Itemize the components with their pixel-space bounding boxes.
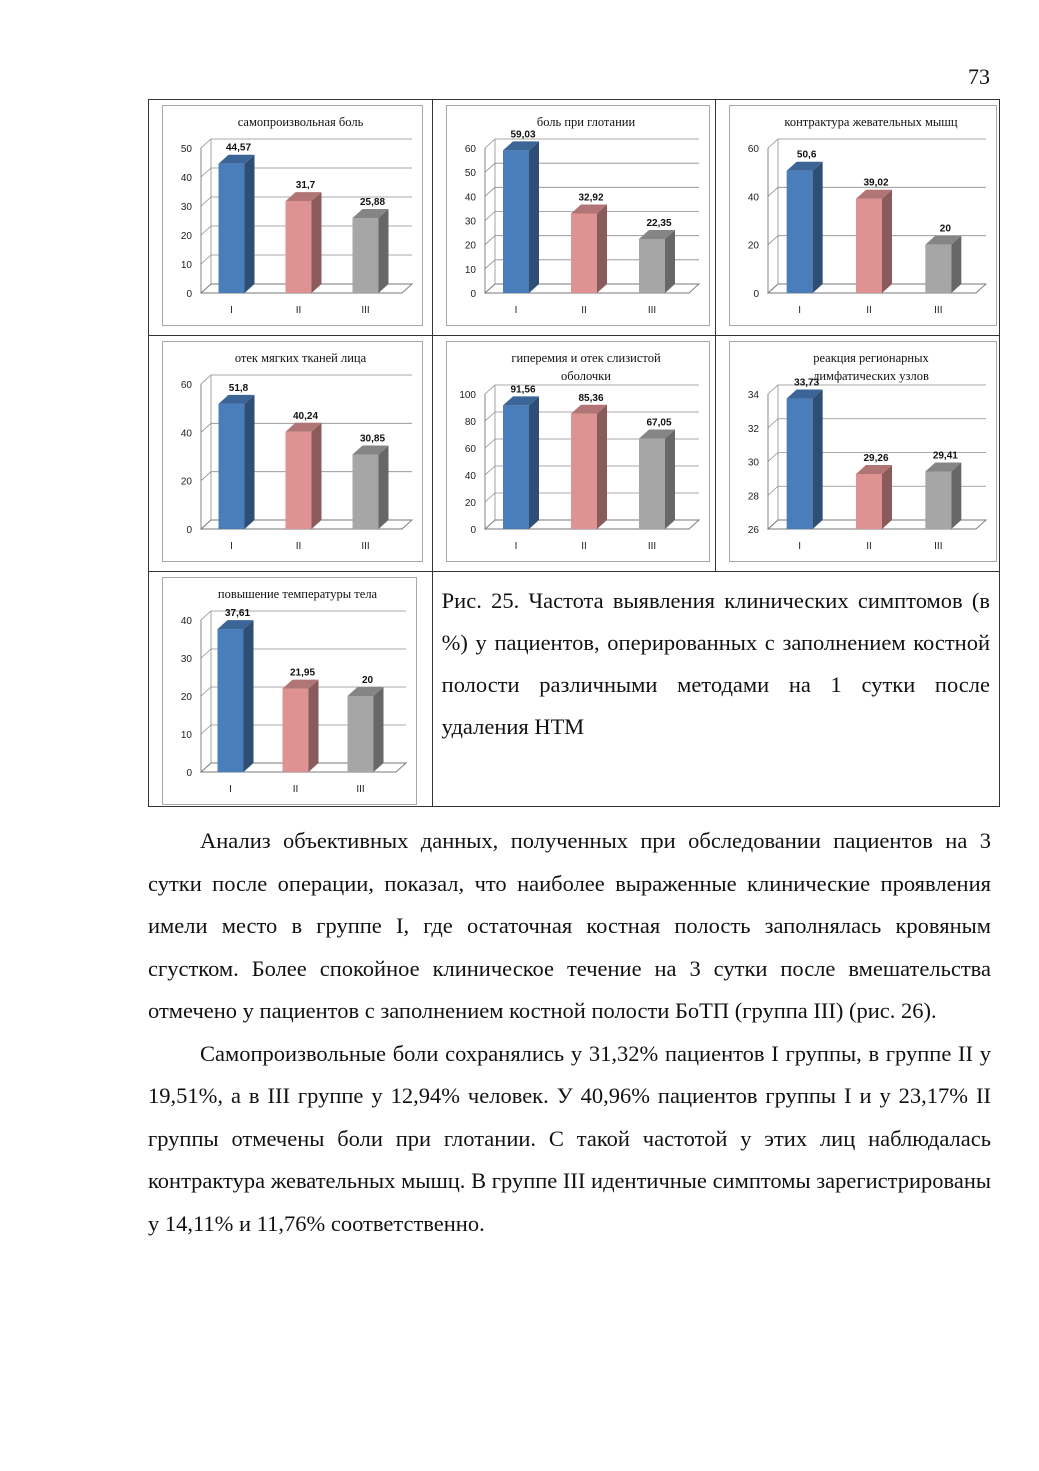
chart-svg <box>730 106 996 325</box>
bar-side <box>379 209 389 293</box>
data-label: 44,57 <box>225 142 252 154</box>
data-label: 29,41 <box>933 450 959 462</box>
data-label: 22,35 <box>646 217 672 229</box>
y-tick-label: 28 <box>748 491 760 503</box>
gridline-depth <box>201 725 211 734</box>
chart-svg <box>163 578 416 804</box>
bar-side <box>529 396 539 529</box>
chart-title <box>235 351 367 365</box>
bar <box>353 218 379 293</box>
bar-side <box>665 429 675 529</box>
gridline-depth <box>485 260 495 269</box>
y-tick-label: 10 <box>180 260 192 271</box>
data-label: 91,56 <box>510 384 536 396</box>
chart-title <box>813 351 929 383</box>
gridline-depth <box>201 139 211 148</box>
bar-side <box>312 423 322 529</box>
x-tick-label: I <box>229 784 232 795</box>
figure-table <box>148 99 1000 807</box>
gridline-depth <box>485 139 495 148</box>
chart-title-line: самопроизвольная боль <box>237 115 364 129</box>
y-tick-label: 100 <box>458 390 476 401</box>
x-tick-label: II <box>866 541 873 552</box>
data-label: 30,85 <box>359 433 386 445</box>
gridline-depth <box>768 453 778 462</box>
y-tick-label: 50 <box>464 168 476 180</box>
data-label: 67,05 <box>646 417 672 429</box>
gridline-depth <box>768 419 778 428</box>
chart-masticatory-contracture <box>729 105 997 326</box>
x-tick-label: I <box>230 541 233 552</box>
y-tick-label: 50 <box>180 144 192 155</box>
y-tick-label: 40 <box>180 428 192 440</box>
gridline-depth <box>485 385 495 394</box>
y-tick-label: 40 <box>748 192 760 204</box>
chart-title <box>218 587 378 601</box>
bar <box>639 438 665 529</box>
chart-title-line: повышение температуры тела <box>217 587 378 601</box>
chart-svg <box>163 342 422 561</box>
caption-cell <box>432 572 999 807</box>
chart-title <box>785 115 958 129</box>
y-tick-label: 20 <box>180 231 192 242</box>
x-tick-label: III <box>356 784 365 795</box>
x-tick-label: II <box>580 305 587 316</box>
bar-side <box>665 230 675 293</box>
chart-spontaneous-pain <box>162 105 423 326</box>
bar-side <box>813 162 823 293</box>
data-label: 20 <box>361 675 374 686</box>
bar-side <box>312 192 322 293</box>
y-tick-label: 20 <box>464 498 476 509</box>
bar-side <box>245 395 255 529</box>
x-tick-label: III <box>647 541 656 552</box>
y-tick-label: 60 <box>748 144 760 155</box>
bar-side <box>952 462 962 529</box>
x-tick-label: I <box>514 541 518 552</box>
y-tick-label: 60 <box>464 144 476 155</box>
bar-side <box>597 405 607 529</box>
gridline-depth <box>485 412 495 421</box>
chart-title-line: лимфатических узлов <box>813 369 930 383</box>
chart-title <box>511 351 661 383</box>
chart-title-line: контрактура жевательных мышц <box>784 115 958 129</box>
data-label: 51,8 <box>228 382 249 394</box>
gridline-depth <box>485 236 495 245</box>
data-label: 39,02 <box>863 177 889 189</box>
y-tick-label: 80 <box>464 417 476 428</box>
gridline-depth <box>768 187 778 196</box>
bar <box>219 404 245 529</box>
y-tick-label: 10 <box>464 264 476 276</box>
bar <box>639 239 665 293</box>
chart-svg <box>447 342 709 561</box>
bar <box>348 696 374 772</box>
x-tick-label: II <box>295 541 302 552</box>
gridline-depth <box>201 472 211 481</box>
gridline-depth <box>768 486 778 495</box>
bar-side <box>952 236 962 293</box>
bar-side <box>309 680 319 772</box>
figure-cell <box>149 100 433 336</box>
chart-title-line: оболочки <box>560 369 611 383</box>
bar <box>787 399 813 529</box>
x-tick-label: II <box>295 305 302 316</box>
gridline-depth <box>201 226 211 235</box>
data-label: 21,95 <box>289 667 316 679</box>
x-tick-label: II <box>580 541 587 552</box>
gridline-depth <box>201 649 211 658</box>
data-label: 31,7 <box>295 180 316 192</box>
bar <box>219 164 245 293</box>
bar-side <box>882 190 892 293</box>
y-tick-label: 60 <box>464 444 476 455</box>
gridline-depth <box>768 139 778 148</box>
gridline-depth <box>768 385 778 394</box>
gridline-depth <box>485 187 495 196</box>
bar <box>787 171 813 293</box>
bar <box>503 150 529 293</box>
bar-side <box>813 390 823 529</box>
data-label: 20 <box>940 223 952 235</box>
chart-lymph-node-reaction <box>729 341 997 562</box>
y-tick-label: 0 <box>186 525 192 536</box>
figure-cell <box>432 336 716 572</box>
x-tick-label: I <box>798 541 802 552</box>
bar-side <box>882 465 892 529</box>
body-text <box>148 820 991 1245</box>
chart-title-line: отек мягких тканей лица <box>234 351 367 365</box>
chart-title-line: реакция регионарных <box>813 351 930 365</box>
figure-cell <box>716 336 1000 572</box>
data-label: 85,36 <box>578 392 604 404</box>
gridline-depth <box>201 168 211 177</box>
gridline-depth <box>201 255 211 264</box>
x-tick-label: III <box>361 541 370 552</box>
y-tick-label: 60 <box>180 380 192 391</box>
bar <box>286 201 312 293</box>
x-tick-label: I <box>514 305 518 316</box>
x-tick-label: II <box>866 305 873 316</box>
gridline-depth <box>201 423 211 432</box>
y-tick-label: 0 <box>470 289 476 300</box>
bar <box>926 245 952 293</box>
bar-side <box>245 155 255 293</box>
bar-side <box>379 445 389 529</box>
data-label: 25,88 <box>359 196 386 208</box>
y-tick-label: 30 <box>180 202 192 213</box>
chart-title <box>537 115 636 129</box>
y-tick-label: 30 <box>464 216 476 228</box>
gridline-depth <box>485 163 495 172</box>
chart-svg <box>447 106 709 325</box>
bar-side <box>244 620 254 772</box>
gridline-depth <box>201 687 211 696</box>
y-tick-label: 0 <box>186 768 192 779</box>
data-label: 32,92 <box>578 192 604 204</box>
gridline-depth <box>485 466 495 475</box>
y-tick-label: 30 <box>748 457 760 469</box>
data-label: 50,6 <box>797 149 817 161</box>
x-tick-label: III <box>934 305 943 316</box>
x-tick-label: III <box>361 305 370 316</box>
x-tick-label: II <box>292 784 299 795</box>
x-tick-label: I <box>798 305 802 316</box>
paragraph: Самопроизвольные боли сохранялись у 31,32% пациентов I группы, в группе II у 19,51%, а в III группе у 12,94% человек. У 40,96% пациентов группы I и у 23,17% II группы отмечены боли при глотании. С такой частотой у этих лиц наблюдалась контрактура жевательных мышц. В группе III идентичные симптомы зарегистрированы у 14,11% и 11,76% соответственно. <box>148 1040 991 1236</box>
bar-side <box>374 687 384 772</box>
gridline-depth <box>201 611 211 620</box>
y-tick-label: 34 <box>748 390 760 401</box>
bar <box>283 689 309 772</box>
paragraph: Анализ объективных данных, полученных при обследовании пациентов на 3 сутки после операции, показал, что наиболее выраженные клинические проявления имели место в группе I, где остаточная костная полость заполнялась кровяным сгустком. Более спокойное клиническое течение на 3 сутки после вмешательства отмечено у пациентов с заполнением костной полости БоТП (группа III) (рис. 26). <box>148 828 991 1023</box>
bar <box>856 199 882 293</box>
chart-title <box>238 115 364 129</box>
page-number: 73 <box>968 64 990 89</box>
chart-title-line: гиперемия и отек слизистой <box>510 351 661 365</box>
chart-title-line: боль при глотании <box>536 115 635 129</box>
bar <box>926 471 952 529</box>
y-tick-label: 40 <box>464 192 476 204</box>
y-tick-label: 20 <box>180 692 192 703</box>
chart-mucosa-hyperemia <box>446 341 710 562</box>
chart-svg <box>730 342 996 561</box>
y-tick-label: 40 <box>180 173 192 184</box>
data-label: 59,03 <box>510 129 536 141</box>
gridline-depth <box>201 197 211 206</box>
chart-svg <box>163 106 422 325</box>
data-label: 37,61 <box>224 608 251 620</box>
bar-side <box>529 141 539 293</box>
chart-pain-swallowing <box>446 105 710 326</box>
y-tick-label: 20 <box>180 476 192 488</box>
x-tick-label: III <box>934 541 943 552</box>
figure-cell <box>149 336 433 572</box>
y-tick-label: 40 <box>464 471 476 482</box>
bar <box>218 629 244 772</box>
chart-soft-tissue-edema <box>162 341 423 562</box>
bar <box>571 414 597 529</box>
figure-cell <box>432 100 716 336</box>
y-tick-label: 26 <box>748 525 760 536</box>
figure-cell <box>149 572 433 807</box>
chart-body-temperature <box>162 577 417 805</box>
bar <box>353 454 379 529</box>
bar-side <box>597 204 607 293</box>
y-tick-label: 0 <box>470 525 476 536</box>
gridline-depth <box>768 236 778 245</box>
x-tick-label: I <box>230 305 233 316</box>
data-label: 29,26 <box>863 452 889 464</box>
y-tick-label: 30 <box>180 654 192 665</box>
y-tick-label: 10 <box>180 730 192 741</box>
data-label: 33,73 <box>794 377 820 389</box>
y-tick-label: 0 <box>186 289 192 300</box>
y-tick-label: 40 <box>180 616 192 627</box>
bar <box>286 432 312 529</box>
gridline-depth <box>485 493 495 502</box>
bar <box>571 213 597 293</box>
bar <box>503 405 529 529</box>
bar <box>856 474 882 529</box>
data-label: 40,24 <box>292 410 319 422</box>
y-tick-label: 20 <box>464 240 476 252</box>
y-tick-label: 0 <box>753 289 760 300</box>
y-tick-label: 32 <box>748 423 760 435</box>
figure-cell <box>716 100 1000 336</box>
gridline-depth <box>485 212 495 221</box>
gridline-depth <box>201 375 211 384</box>
gridline-depth <box>485 439 495 448</box>
figure-caption: Рис. 25. Частота выявления клинических симптомов (в %) у пациентов, оперированных с заполнением костной полости различными методами на 1 сутки после удаления НТМ <box>441 588 990 739</box>
x-tick-label: III <box>647 305 656 316</box>
y-tick-label: 20 <box>748 240 760 252</box>
